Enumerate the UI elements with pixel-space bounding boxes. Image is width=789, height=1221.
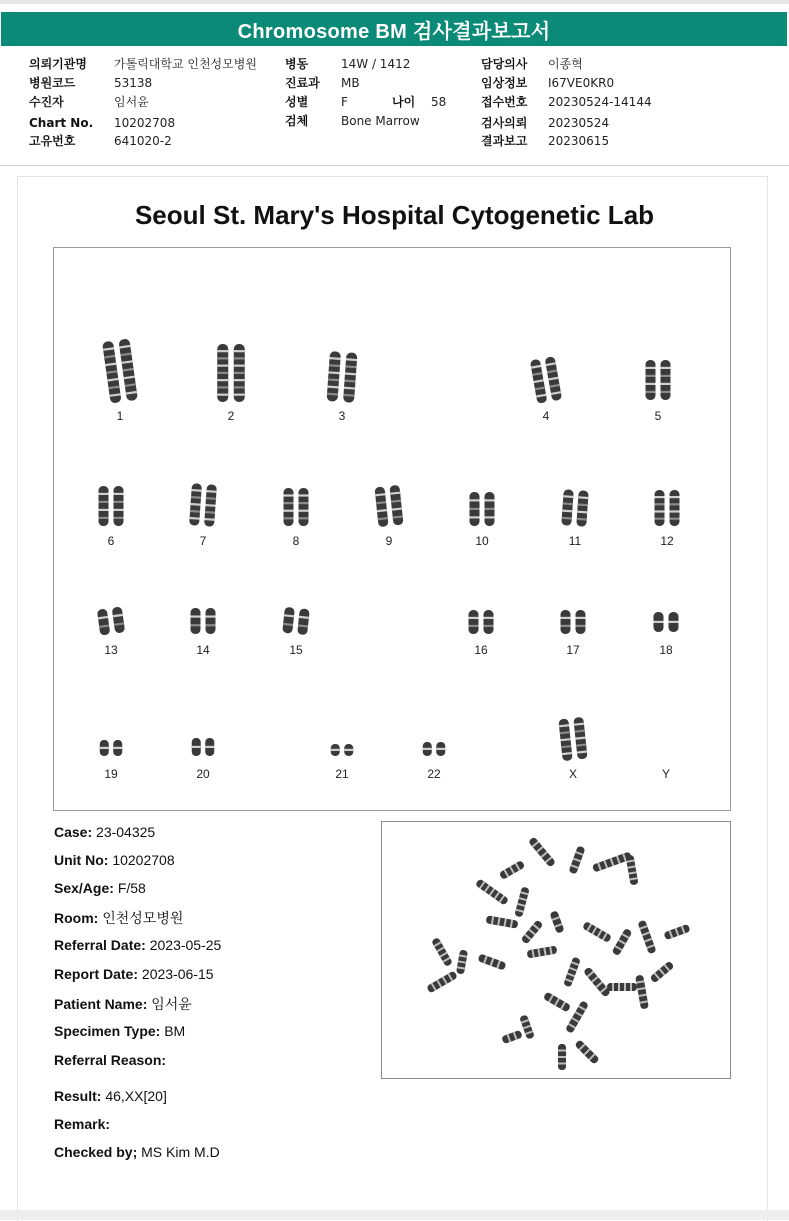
chromosome-label-9: 9 (385, 534, 393, 548)
chromosome-band (484, 625, 494, 627)
chromosome-band (99, 501, 109, 503)
header-label-receipt-no: 접수번호 (481, 95, 528, 109)
metaphase-chromosome (635, 975, 649, 1010)
chromosome-band (114, 493, 124, 495)
chromosome-band (205, 746, 214, 748)
metaphase-image (382, 822, 730, 1078)
chromosome-pair-13 (97, 606, 125, 635)
chromosome-pair-14 (191, 608, 216, 634)
chromatid (284, 488, 294, 526)
chromosome-band (234, 379, 245, 381)
chromosome-pair-19 (100, 740, 123, 756)
header-label-chart-no: Chart No. (29, 116, 94, 130)
chromosome-band (299, 494, 309, 496)
chromosome-label-5: 5 (654, 409, 662, 423)
chromatid (191, 608, 201, 634)
chromosome-band (669, 621, 679, 623)
unit-row (54, 852, 175, 868)
metaphase-chromosome (499, 860, 526, 880)
chromatid (389, 485, 403, 526)
sexage-value: F/58 (117, 880, 146, 896)
metaphase-chromatid (426, 971, 458, 994)
metaphase-chromatid (501, 1030, 523, 1044)
header-label-ward: 병동 (285, 57, 309, 71)
metaphase-band (612, 983, 614, 991)
chromosome-pair-16 (469, 610, 494, 634)
chromosome-band (217, 357, 228, 359)
chromosome-band (284, 517, 294, 519)
chromosome-band (234, 394, 245, 396)
chromosome-band (655, 518, 665, 520)
case-label: Case: (54, 824, 93, 840)
header-label-specimen: 검체 (285, 114, 309, 128)
chromosome-band (114, 517, 124, 519)
chromosome-band (344, 749, 353, 751)
chromosome-band (423, 748, 432, 750)
checked-by-label: Checked by; (54, 1144, 138, 1160)
metaphase-chromatid (431, 937, 453, 967)
chromosome-band (113, 747, 122, 749)
chromosome-label-Y: Y (661, 767, 670, 781)
chromatid (661, 360, 671, 400)
chromosome-pair-9 (374, 485, 403, 527)
chromosome-pair-22 (423, 742, 446, 756)
referral-reason-row (54, 1052, 166, 1068)
remark-row (54, 1116, 110, 1132)
chromosome-band (206, 615, 216, 617)
header-label-result-date: 결과보고 (481, 134, 528, 148)
chromosome-label-12: 12 (660, 534, 674, 548)
metaphase-chromosome (549, 910, 564, 933)
chromosome-band (485, 499, 495, 501)
header-label-sex: 성별 (285, 95, 309, 109)
chromosome-band (469, 617, 479, 619)
chromosome-pair-2 (217, 344, 245, 402)
metaphase-chromosome (527, 945, 558, 958)
chromosome-pair-17 (561, 610, 586, 634)
chromosome-label-7: 7 (199, 534, 207, 548)
header-value-chart-no: 10202708 (114, 116, 176, 130)
metaphase-band (618, 983, 620, 991)
metaphase-chromosome (568, 845, 585, 874)
chromosome-band (234, 372, 245, 374)
chromatid (374, 486, 388, 527)
patient-row (54, 994, 192, 1014)
metaphase-chromosome (543, 992, 571, 1013)
case-row (54, 824, 155, 840)
metaphase-chromosome (582, 921, 612, 943)
metaphase-band (630, 983, 632, 991)
metaphase-image-panel (381, 821, 731, 1079)
chromosome-label-6: 6 (107, 534, 115, 548)
metaphase-chromosome (583, 966, 611, 997)
header-value-physician: 이종혁 (548, 57, 583, 71)
chromosome-band (100, 747, 109, 749)
result-label: Result: (54, 1088, 102, 1104)
metaphase-chromosome (574, 1039, 599, 1064)
karyogram-panel (53, 247, 731, 811)
chromosome-band (234, 386, 245, 388)
chromosome-label-18: 18 (659, 643, 673, 657)
chromosome-band (655, 496, 665, 498)
chromosome-band (646, 391, 656, 393)
chromosome-band (206, 624, 216, 626)
header-value-department: MB (341, 76, 360, 90)
chromosome-band (485, 516, 495, 518)
chromosome-band (661, 383, 671, 385)
metaphase-chromosome (663, 924, 690, 940)
karyogram-image (54, 248, 730, 810)
header-value-sex: F (341, 95, 348, 109)
chromosome-band (576, 617, 586, 619)
report-date-row (54, 966, 214, 982)
chromosome-band (561, 625, 571, 627)
chromosome-pair-21 (331, 744, 354, 756)
metaphase-chromatid (583, 966, 611, 997)
chromosome-band (114, 509, 124, 511)
chromosome-band (646, 383, 656, 385)
chromatid (576, 490, 588, 527)
chromatid (299, 488, 309, 526)
chromosome-band (217, 372, 228, 374)
chromosome-label-X: X (568, 767, 577, 781)
chromatid (112, 606, 126, 633)
chromosome-pair-X (558, 717, 587, 761)
header-label-department: 진료과 (285, 76, 320, 90)
specimen-label: Specimen Type: (54, 1023, 161, 1039)
chromosome-band (670, 510, 680, 512)
chromosome-band (576, 625, 586, 627)
chromosome-label-13: 13 (104, 643, 118, 657)
metaphase-chromatid (635, 975, 649, 1010)
chromosome-pair-20 (192, 738, 215, 756)
metaphase-chromatid (563, 957, 581, 988)
metaphase-chromosome (486, 915, 519, 928)
lab-title: Seoul St. Mary's Hospital Cytogenetic Lab (134, 200, 655, 230)
chromatid (114, 486, 124, 526)
patient-value: 임서윤 (151, 996, 192, 1012)
chromatid (646, 360, 656, 400)
chromosome-label-14: 14 (196, 643, 210, 657)
chromatid (469, 610, 479, 634)
referral-date-value: 2023-05-25 (149, 937, 222, 953)
chromosome-band (234, 357, 245, 359)
metaphase-chromatid (528, 836, 556, 867)
unit-label: Unit No: (54, 852, 109, 868)
metaphase-chromosome (456, 949, 468, 974)
chromosome-pair-10 (470, 492, 495, 526)
chromatid (561, 489, 573, 526)
chromosome-label-11: 11 (568, 534, 582, 548)
sexage-label: Sex/Age: (54, 880, 114, 896)
chromosome-band (485, 508, 495, 510)
specimen-value: BM (164, 1023, 186, 1039)
unit-value: 10202708 (112, 852, 175, 868)
checked-by-row (54, 1144, 220, 1160)
chromosome-pair-12 (655, 490, 680, 526)
chromatid (561, 610, 571, 634)
chromosome-band (655, 510, 665, 512)
header-value-unique-no: 641020-2 (114, 134, 172, 148)
metaphase-chromosome (431, 937, 453, 967)
chromosome-band (234, 350, 245, 352)
header-value-patient: 임서윤 (114, 95, 149, 109)
chromatid (670, 490, 680, 526)
chromosome-band (654, 621, 664, 623)
metaphase-chromosome (558, 1044, 566, 1070)
chromosome-pair-11 (561, 489, 588, 527)
chromosome-label-4: 4 (542, 409, 550, 423)
metaphase-chromatid (607, 983, 637, 991)
result-value: 46,XX[20] (105, 1088, 167, 1104)
room-value: 인천성모병원 (102, 910, 184, 926)
chromosome-band (661, 375, 671, 377)
metaphase-chromatid (514, 886, 529, 917)
chromosome-band (217, 386, 228, 388)
metaphase-chromatid (625, 855, 638, 886)
metaphase-chromosome (612, 928, 633, 956)
chromosome-label-20: 20 (196, 767, 210, 781)
metaphase-band (558, 1056, 566, 1058)
chromosome-band (331, 749, 340, 751)
bottom-strip (0, 1210, 789, 1220)
chromosome-band (114, 501, 124, 503)
metaphase-chromatid (527, 945, 558, 958)
metaphase-chromosome (528, 836, 556, 867)
case-value: 23-04325 (96, 824, 156, 840)
chromosome-band (646, 375, 656, 377)
chromosome-label-1: 1 (116, 409, 124, 423)
chromosome-band (436, 748, 445, 750)
chromosome-band (217, 350, 228, 352)
chromosome-pair-8 (284, 488, 309, 526)
header-divider (0, 165, 789, 166)
chromatid (282, 607, 295, 634)
chromosome-label-16: 16 (474, 643, 488, 657)
metaphase-band (558, 1063, 566, 1065)
remark-label: Remark: (54, 1116, 111, 1132)
chromosome-band (670, 503, 680, 505)
header-label-request-date: 검사의뢰 (481, 116, 528, 130)
chromosome-band (646, 367, 656, 369)
chromosome-band (284, 510, 294, 512)
chromosome-band (470, 499, 480, 501)
chromosome-band (284, 502, 294, 504)
header-value-specimen: Bone Marrow (341, 114, 420, 128)
header-label-physician: 담당의사 (481, 57, 528, 71)
metaphase-chromatid (637, 920, 656, 955)
chromatid (99, 486, 109, 526)
header-label-requesting-institution: 의뢰기관명 (29, 57, 87, 71)
chromosome-pair-4 (530, 356, 562, 404)
metaphase-chromosome (426, 971, 458, 994)
header-label-unique-no: 고유번호 (29, 134, 76, 148)
header-value-clinical-info: I67VE0KR0 (548, 76, 615, 90)
chromatid (655, 490, 665, 526)
chromosome-band (191, 615, 201, 617)
chromosome-pair-18 (654, 612, 679, 632)
metaphase-chromosome (625, 855, 638, 886)
header-label-age: 나이 (392, 95, 416, 109)
metaphase-chromosome (592, 851, 632, 872)
chromosome-pair-7 (189, 483, 217, 527)
chromosome-pair-1 (102, 338, 138, 403)
chromosome-band (484, 617, 494, 619)
chromosome-band (99, 509, 109, 511)
header-label-patient: 수진자 (29, 95, 64, 109)
chromosome-band (561, 617, 571, 619)
metaphase-chromatid (549, 910, 564, 933)
room-row (54, 908, 183, 928)
chromosome-label-15: 15 (289, 643, 303, 657)
chromosome-label-3: 3 (338, 409, 346, 423)
chromosome-label-19: 19 (104, 767, 118, 781)
chromosome-label-2: 2 (227, 409, 235, 423)
header-value-requesting-institution: 가톨릭대학교 인천성모병원 (114, 57, 257, 71)
header-label-clinical-info: 임상정보 (481, 76, 528, 90)
chromosome-band (470, 508, 480, 510)
header-value-ward: 14W / 1412 (341, 57, 411, 71)
metaphase-chromosome (501, 1030, 523, 1044)
chromosome-band (655, 503, 665, 505)
specimen-row (54, 1023, 185, 1039)
chromatid (576, 610, 586, 634)
header-label-hospital-code: 병원코드 (29, 76, 76, 90)
header-value-result-date: 20230615 (548, 134, 610, 148)
chromosome-band (470, 516, 480, 518)
chromosome-label-17: 17 (566, 643, 580, 657)
chromosome-band (217, 365, 228, 367)
chromosome-band (217, 379, 228, 381)
header-value-age: 58 (431, 95, 447, 109)
chromosome-band (299, 502, 309, 504)
referral-date-label: Referral Date: (54, 937, 146, 953)
header-value-hospital-code: 53138 (114, 76, 153, 90)
chromosome-band (99, 493, 109, 495)
metaphase-chromatid (486, 915, 519, 928)
room-label: Room: (54, 910, 99, 926)
metaphase-chromosome (521, 919, 544, 944)
chromosome-label-10: 10 (475, 534, 489, 548)
metaphase-chromosome (607, 983, 637, 991)
chromosome-band (661, 391, 671, 393)
chromosome-band (661, 367, 671, 369)
header-value-request-date: 20230524 (548, 116, 610, 130)
chromosome-pair-3 (327, 351, 358, 403)
referral-date-row (54, 937, 221, 953)
metaphase-chromosome (563, 957, 581, 988)
chromosome-label-8: 8 (292, 534, 300, 548)
chromosome-band (670, 518, 680, 520)
metaphase-chromosome (649, 961, 674, 984)
metaphase-chromosome (637, 920, 656, 955)
header-value-receipt-no: 20230524-14144 (548, 95, 652, 109)
report-banner-title: Chromosome BM 검사결과보고서 (1, 12, 787, 46)
chromosome-band (284, 494, 294, 496)
sexage-row (54, 880, 146, 896)
chromatid (297, 608, 310, 635)
chromosome-pair-6 (99, 486, 124, 526)
chromosome-band (234, 365, 245, 367)
report-date-label: Report Date: (54, 966, 139, 982)
chromosome-band (299, 517, 309, 519)
metaphase-chromosome (514, 886, 529, 917)
metaphase-chromatid (582, 921, 612, 943)
checked-by-value: MS Kim M.D (141, 1144, 220, 1160)
chromatid (484, 610, 494, 634)
result-row (54, 1088, 167, 1104)
chromatid (206, 608, 216, 634)
metaphase-chromosome (477, 953, 506, 970)
chromosome-pair-15 (282, 607, 310, 635)
chromatid (97, 608, 111, 635)
chromosome-band (299, 510, 309, 512)
patient-label: Patient Name: (54, 996, 148, 1012)
report-date-value: 2023-06-15 (141, 966, 214, 982)
metaphase-band (624, 983, 626, 991)
metaphase-chromosome (475, 878, 509, 905)
chromosome-label-21: 21 (335, 767, 349, 781)
chromosome-band (217, 394, 228, 396)
chromosome-band (192, 746, 201, 748)
chromosome-band (670, 496, 680, 498)
top-strip (0, 0, 789, 4)
chromosome-band (99, 517, 109, 519)
chromosome-pair-5 (646, 360, 671, 400)
chromosome-label-22: 22 (427, 767, 441, 781)
referral-reason-label: Referral Reason: (54, 1052, 167, 1068)
chromosome-band (469, 625, 479, 627)
chromosome-band (191, 624, 201, 626)
metaphase-band (558, 1050, 566, 1052)
